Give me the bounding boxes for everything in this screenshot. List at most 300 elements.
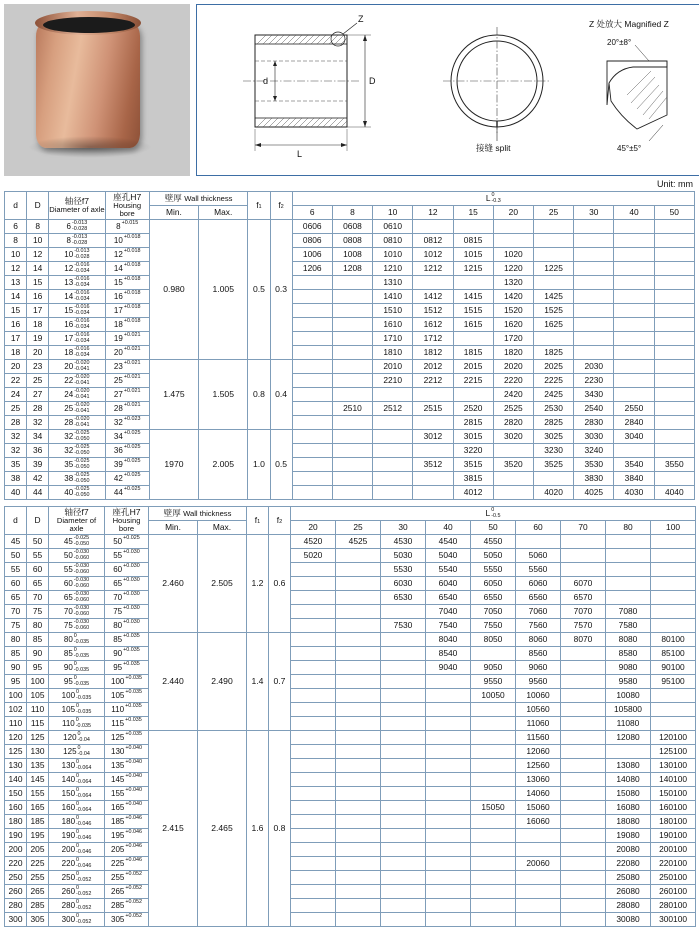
cell-L-7: 11080 [606,717,651,731]
cell-L-0 [292,374,332,388]
cell-L-8 [614,234,654,248]
cell-L-3 [426,857,471,871]
cell-L-0 [292,416,332,430]
th-L: L 0 -0.3 [292,192,694,206]
cell-d: 95 [5,675,27,689]
cell-L-4: 2015 [453,360,493,374]
cell-L-3 [413,472,453,486]
cell-L-2: 1710 [373,332,413,346]
cell-L-3 [426,703,471,717]
cell-axle-diameter: 130 0 -0.064 [49,759,105,773]
cell-d: 28 [5,416,27,430]
cell-L-2 [381,815,426,829]
cell-d: 300 [5,913,27,927]
cell-d: 12 [5,262,27,276]
cell-L-0 [291,913,336,927]
cell-L-3 [426,801,471,815]
cell-L-4: 0815 [453,234,493,248]
cell-L-7: 4025 [574,486,614,500]
th2-L-col-8: 100 [651,521,696,535]
cell-axle-diameter: 18 -0.016 -0.034 [49,346,105,360]
table-row [5,661,696,675]
table-row [5,276,695,290]
cell-d: 65 [5,591,27,605]
cell-L-8 [651,703,696,717]
table-row [5,220,695,234]
cell-L-4 [453,220,493,234]
cell-L-3 [426,871,471,885]
cell-housing-bore: 255 +0.052 [105,871,149,885]
cell-d: 70 [5,605,27,619]
cell-housing-bore: 80 +0.030 [105,619,149,633]
cell-L-6 [561,787,606,801]
cell-D: 16 [27,290,49,304]
cell-housing-bore: 195 +0.046 [105,829,149,843]
cell-L-5: 20060 [516,857,561,871]
cell-L-6 [561,563,606,577]
cell-L-4 [453,388,493,402]
cell-L-3 [426,675,471,689]
cell-L-3 [413,276,453,290]
cell-L-1 [332,276,372,290]
cell-L-1: 1008 [332,248,372,262]
cell-L-7: 3530 [574,458,614,472]
cell-L-4: 3220 [453,444,493,458]
cell-D: 23 [27,360,49,374]
table-row [5,773,696,787]
cell-L-7: 8080 [606,633,651,647]
cell-L-0 [292,346,332,360]
cell-L-3 [413,416,453,430]
cell-axle-diameter: 125 0 -0.04 [49,745,105,759]
cell-axle-diameter: 105 0 -0.035 [49,703,105,717]
cell-f2: 0.7 [269,633,291,731]
cell-wall-max: 2.005 [199,430,248,500]
cell-L-0 [291,731,336,745]
cell-L-4: 8050 [471,633,516,647]
cell-L-8 [614,248,654,262]
cell-f1: 1.2 [247,535,269,633]
cell-L-2 [381,871,426,885]
th2-bore: 座孔H7 Housing bore [105,507,149,535]
cell-L-8: 150100 [651,787,696,801]
cell-D: 25 [27,374,49,388]
cell-L-5 [493,220,533,234]
cell-L-9 [654,346,694,360]
cell-D: 36 [27,444,49,458]
cell-D: 80 [27,619,49,633]
cell-L-1 [332,318,372,332]
cell-L-4 [471,647,516,661]
cell-L-3: 1712 [413,332,453,346]
cell-housing-bore: 34 +0.025 [105,430,149,444]
cell-housing-bore: 19 +0.021 [105,332,149,346]
cell-f2: 0.8 [269,731,291,927]
cell-L-7 [574,220,614,234]
cell-housing-bore: 145 +0.040 [105,773,149,787]
th-L-col-4: 15 [453,206,493,220]
cell-wall-min: 1.475 [149,360,198,430]
cell-d: 13 [5,276,27,290]
cell-d: 102 [5,703,27,717]
cell-d: 160 [5,801,27,815]
table-row [5,591,696,605]
table-row [5,234,695,248]
cell-L-6 [561,675,606,689]
cell-L-6 [561,731,606,745]
cell-L-8: 4030 [614,486,654,500]
cell-axle-diameter: 28 -0.020 -0.041 [49,416,105,430]
cell-L-4 [471,717,516,731]
cell-L-7: 8580 [606,647,651,661]
cell-L-3: 1212 [413,262,453,276]
cell-L-7: 13080 [606,759,651,773]
cell-L-7: 10080 [606,689,651,703]
cell-wall-max: 2.505 [198,535,247,633]
cell-L-5: 1220 [493,262,533,276]
cell-L-6 [561,829,606,843]
cell-L-3 [426,913,471,927]
cell-L-5: 5560 [516,563,561,577]
table-row [5,332,695,346]
cell-wall-max: 2.465 [198,731,247,927]
cell-L-6: 2025 [533,360,573,374]
cell-L-8 [614,332,654,346]
cell-d: 260 [5,885,27,899]
cell-D: 145 [27,773,49,787]
table-row [5,388,695,402]
cell-L-2: 1310 [373,276,413,290]
svg-text:20°±8°: 20°±8° [607,38,632,47]
cell-axle-diameter: 150 0 -0.064 [49,787,105,801]
cell-L-0 [291,563,336,577]
cell-L-4 [453,332,493,346]
cell-L-4: 1815 [453,346,493,360]
cell-L-5 [516,913,561,927]
cell-housing-bore: 305 +0.052 [105,913,149,927]
cell-L-7: 26080 [606,885,651,899]
cell-L-1 [336,619,381,633]
cell-L-5 [516,899,561,913]
cell-housing-bore: 115 +0.035 [105,717,149,731]
cell-d: 180 [5,815,27,829]
cell-L-4 [471,885,516,899]
cell-L-6 [561,647,606,661]
cell-L-0 [292,388,332,402]
cell-D: 70 [27,591,49,605]
cell-L-9 [654,430,694,444]
cell-L-5: 1520 [493,304,533,318]
th2-L: L 0 -0.5 [291,507,696,521]
cell-L-2 [381,843,426,857]
th2-L-col-2: 30 [381,521,426,535]
cell-L-3 [426,829,471,843]
cell-L-0 [291,745,336,759]
cell-d: 24 [5,388,27,402]
th-L-col-9: 50 [654,206,694,220]
cell-housing-bore: 23 +0.021 [105,360,149,374]
cell-d: 280 [5,899,27,913]
cell-L-2: 1010 [373,248,413,262]
cell-L-5 [493,472,533,486]
cell-d: 32 [5,444,27,458]
th-f1: f1 [248,192,270,220]
th-L-col-1: 8 [332,206,372,220]
cell-f1: 1.4 [247,633,269,731]
cell-L-1 [336,759,381,773]
cell-L-3: 7540 [426,619,471,633]
th2-wall-min: Min. [149,521,198,535]
cell-L-7 [574,304,614,318]
cell-L-1 [332,458,372,472]
cell-L-8 [651,717,696,731]
cell-L-4: 4550 [471,535,516,549]
cell-L-5: 14060 [516,787,561,801]
cell-L-7: 3830 [574,472,614,486]
table-row [5,689,696,703]
cell-L-2: 0810 [373,234,413,248]
cell-L-1 [336,577,381,591]
cell-L-2 [381,801,426,815]
cell-L-5 [516,829,561,843]
cell-d: 35 [5,458,27,472]
th-wall-max: Max. [199,206,248,220]
cell-housing-bore: 185 +0.046 [105,815,149,829]
cell-L-9 [654,374,694,388]
cell-L-4: 10050 [471,689,516,703]
cell-wall-min: 2.460 [149,535,198,633]
cell-L-1 [332,416,372,430]
cell-L-9 [654,472,694,486]
cell-L-3 [413,220,453,234]
cell-D: 32 [27,416,49,430]
cell-D: 130 [27,745,49,759]
cell-axle-diameter: 6 -0.013 -0.028 [49,220,105,234]
cell-L-4: 6550 [471,591,516,605]
cell-L-4 [453,276,493,290]
cell-L-8 [614,276,654,290]
cell-L-4 [471,773,516,787]
cell-L-6: 7570 [561,619,606,633]
cell-L-7 [606,591,651,605]
cell-L-7 [606,563,651,577]
cell-axle-diameter: 260 0 -0.052 [49,885,105,899]
table-row [5,577,696,591]
cell-L-7 [606,549,651,563]
cell-D: 14 [27,262,49,276]
cell-L-3 [426,717,471,731]
cell-L-2 [373,458,413,472]
cell-L-4 [471,843,516,857]
cell-d: 40 [5,486,27,500]
cell-housing-bore: 10 +0.018 [105,234,149,248]
cell-L-2: 6030 [381,577,426,591]
cell-L-7: 18080 [606,815,651,829]
cell-L-0 [291,815,336,829]
cell-L-1 [332,360,372,374]
cell-L-8: 200100 [651,843,696,857]
cell-L-7: 9580 [606,675,651,689]
cell-axle-diameter: 17 -0.016 -0.034 [49,332,105,346]
table-row [5,402,695,416]
cell-L-6 [561,913,606,927]
cell-L-0 [292,472,332,486]
th2-f1: f1 [247,507,269,535]
cell-L-1 [336,549,381,563]
table-row [5,815,696,829]
cell-L-9 [654,444,694,458]
table-row [5,248,695,262]
cell-L-0 [291,871,336,885]
drawing-svg [197,5,699,175]
cell-L-1 [336,829,381,843]
cell-L-2: 0610 [373,220,413,234]
cell-L-8: 95100 [651,675,696,689]
cell-axle-diameter: 100 0 -0.035 [49,689,105,703]
cell-L-7: 2030 [574,360,614,374]
cell-L-0 [292,402,332,416]
cell-L-8: 160100 [651,801,696,815]
cell-L-5: 2525 [493,402,533,416]
cell-L-2 [381,717,426,731]
cell-L-1 [332,346,372,360]
cell-housing-bore: 285 +0.052 [105,899,149,913]
cell-d: 20 [5,360,27,374]
cell-housing-bore: 265 +0.052 [105,885,149,899]
cell-L-6 [533,332,573,346]
cell-L-4: 5550 [471,563,516,577]
cell-L-2 [373,416,413,430]
cell-L-3: 2012 [413,360,453,374]
cell-d: 200 [5,843,27,857]
th-bore: 座孔H7 Housing bore [105,192,149,220]
cell-housing-bore: 105 +0.035 [105,689,149,703]
cell-L-1 [332,430,372,444]
cell-L-3 [413,444,453,458]
cell-housing-bore: 14 +0.018 [105,262,149,276]
cell-L-1 [336,661,381,675]
cell-axle-diameter: 13 -0.016 -0.034 [49,276,105,290]
cell-D: 60 [27,563,49,577]
cell-axle-diameter: 38 -0.025 -0.050 [49,472,105,486]
cell-L-2: 6530 [381,591,426,605]
cell-L-0 [291,899,336,913]
cell-L-2: 2010 [373,360,413,374]
cell-L-8 [651,619,696,633]
cell-L-0 [291,689,336,703]
cell-d: 55 [5,563,27,577]
size-table-2-body [5,535,696,927]
cell-L-6: 1825 [533,346,573,360]
cell-L-7: 14080 [606,773,651,787]
cell-housing-bore: 44 +0.025 [105,486,149,500]
cell-L-5: 2020 [493,360,533,374]
table-row [5,360,695,374]
cell-L-0 [291,773,336,787]
cell-L-0 [292,360,332,374]
cell-L-8: 2550 [614,402,654,416]
cell-D: 135 [27,759,49,773]
cell-L-7 [606,745,651,759]
cell-wall-min: 1970 [149,430,198,500]
cell-axle-diameter: 24 -0.020 -0.041 [49,388,105,402]
cell-f2: 0.6 [269,535,291,633]
cell-L-6 [561,535,606,549]
th2-L-col-6: 70 [561,521,606,535]
cell-L-2: 2512 [373,402,413,416]
cell-d: 17 [5,332,27,346]
cell-L-8: 3040 [614,430,654,444]
cell-L-9 [654,234,694,248]
cell-D: 90 [27,647,49,661]
cell-L-6 [561,815,606,829]
cell-L-2: 1610 [373,318,413,332]
cell-L-5 [493,234,533,248]
cell-L-1 [336,703,381,717]
cell-L-8: 220100 [651,857,696,871]
cell-L-6: 1525 [533,304,573,318]
bushing-illustration [36,22,140,148]
cell-L-4: 3515 [453,458,493,472]
cell-housing-bore: 75 +0.030 [105,605,149,619]
cell-d: 15 [5,304,27,318]
cell-housing-bore: 90 +0.035 [105,647,149,661]
cell-L-7: 25080 [606,871,651,885]
cell-L-8 [651,605,696,619]
cell-L-7 [574,276,614,290]
cell-L-6: 6570 [561,591,606,605]
cell-L-0 [291,577,336,591]
table-row [5,703,696,717]
cell-housing-bore: 16 +0.018 [105,290,149,304]
cell-L-5: 1420 [493,290,533,304]
cell-L-9 [654,304,694,318]
table-row [5,549,696,563]
cell-L-3 [426,759,471,773]
cell-L-4: 3015 [453,430,493,444]
cell-L-4: 7550 [471,619,516,633]
cell-L-0 [292,304,332,318]
cell-L-6: 8070 [561,633,606,647]
cell-L-3: 3012 [413,430,453,444]
cell-L-2 [381,675,426,689]
cell-L-5: 8060 [516,633,561,647]
table-row [5,829,696,843]
cell-L-8 [614,388,654,402]
svg-text:Z: Z [358,14,364,24]
cell-axle-diameter: 60 -0.030 -0.060 [49,577,105,591]
cell-L-8 [614,346,654,360]
cell-L-6 [533,248,573,262]
cell-housing-bore: 225 +0.046 [105,857,149,871]
cell-L-7: 22080 [606,857,651,871]
cell-L-9 [654,402,694,416]
cell-L-2 [381,647,426,661]
cell-L-5: 10060 [516,689,561,703]
cell-L-3: 5540 [426,563,471,577]
cell-L-8 [614,374,654,388]
cell-L-5: 2220 [493,374,533,388]
cell-axle-diameter: 90 0 -0.035 [49,661,105,675]
cell-L-6: 2225 [533,374,573,388]
cell-L-2: 5030 [381,549,426,563]
cell-housing-bore: 70 +0.030 [105,591,149,605]
cell-L-6 [561,745,606,759]
cell-L-4 [471,815,516,829]
cell-axle-diameter: 75 -0.030 -0.060 [49,619,105,633]
cell-axle-diameter: 12 -0.016 -0.034 [49,262,105,276]
cell-L-9 [654,360,694,374]
